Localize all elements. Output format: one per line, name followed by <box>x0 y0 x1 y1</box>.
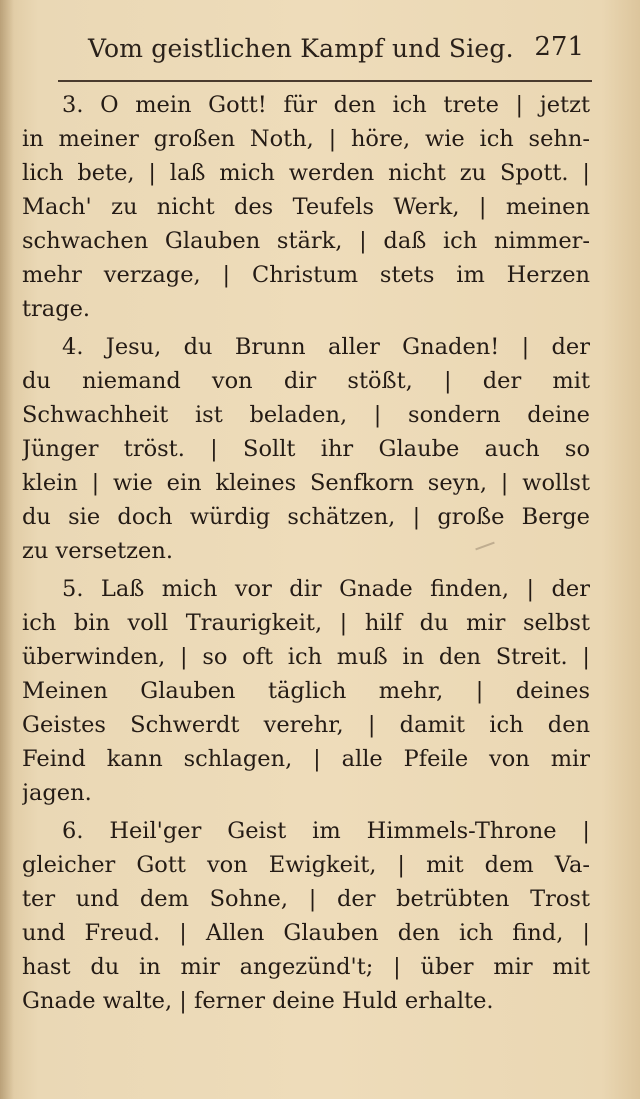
stanza-line: trage. <box>22 296 91 322</box>
stanza-line: und Freud. | Allen Glauben den ich find, | <box>22 920 590 946</box>
stanza-line: ich bin voll Traurigkeit, | hilf du mir selbst <box>22 610 590 636</box>
header-rule <box>58 80 592 82</box>
stanza-line: lich bete, | laß mich werden nicht zu Spott. | <box>22 160 590 186</box>
running-head <box>88 30 588 70</box>
stanza-line: schwachen Glauben stärk, | daß ich nimmer- <box>22 228 590 254</box>
stanza-line: jagen. <box>22 780 92 806</box>
stanza-5 <box>22 572 590 810</box>
stanza-3 <box>22 88 590 326</box>
hymn-text <box>22 88 590 1022</box>
stanza-6 <box>22 814 590 1018</box>
stanza-line: ter und dem Sohne, | der betrübten Trost <box>22 886 590 912</box>
stanza-line: Meinen Glauben täglich mehr, | deines <box>22 678 590 704</box>
stanza-line: zu versetzen. <box>22 538 173 564</box>
stanza-line: du sie doch würdig schätzen, | große Berge <box>22 504 590 530</box>
page-number: 271 <box>534 32 584 62</box>
stanza-line: hast du in mir angezünd't; | über mir mit <box>22 954 590 980</box>
stanza-line: Feind kann schlagen, | alle Pfeile von mir <box>22 746 590 772</box>
stanza-line: in meiner großen Noth, | höre, wie ich sehn- <box>22 126 590 152</box>
stanza-4 <box>22 330 590 568</box>
stanza-line: 6. Heil'ger Geist im Himmels-Throne | <box>62 818 590 844</box>
stanza-line: Jünger tröst. | Sollt ihr Glaube auch so <box>22 436 590 462</box>
stanza-line: überwinden, | so oft ich muß in den Streit. | <box>22 644 590 670</box>
running-title: Vom geistlichen Kampf und Sieg. <box>88 34 514 63</box>
stanza-line: 3. O mein Gott! für den ich trete | jetzt <box>62 92 590 118</box>
stanza-line: Geistes Schwerdt verehr, | damit ich den <box>22 712 590 738</box>
stanza-line: du niemand von dir stößt, | der mit <box>22 368 590 394</box>
stanza-line: gleicher Gott von Ewigkeit, | mit dem Va- <box>22 852 590 878</box>
stanza-line: Mach' zu nicht des Teufels Werk, | meinen <box>22 194 590 220</box>
stanza-line: Gnade walte, | ferner deine Huld erhalte. <box>22 988 494 1014</box>
stanza-line: 4. Jesu, du Brunn aller Gnaden! | der <box>62 334 590 360</box>
stanza-line: 5. Laß mich vor dir Gnade finden, | der <box>62 576 590 602</box>
stanza-line: Schwachheit ist beladen, | sondern deine <box>22 402 590 428</box>
stanza-line: mehr verzage, | Christum stets im Herzen <box>22 262 590 288</box>
stanza-line: klein | wie ein kleines Senfkorn seyn, | wollst <box>22 470 590 496</box>
page-gutter-shadow <box>0 0 14 1099</box>
